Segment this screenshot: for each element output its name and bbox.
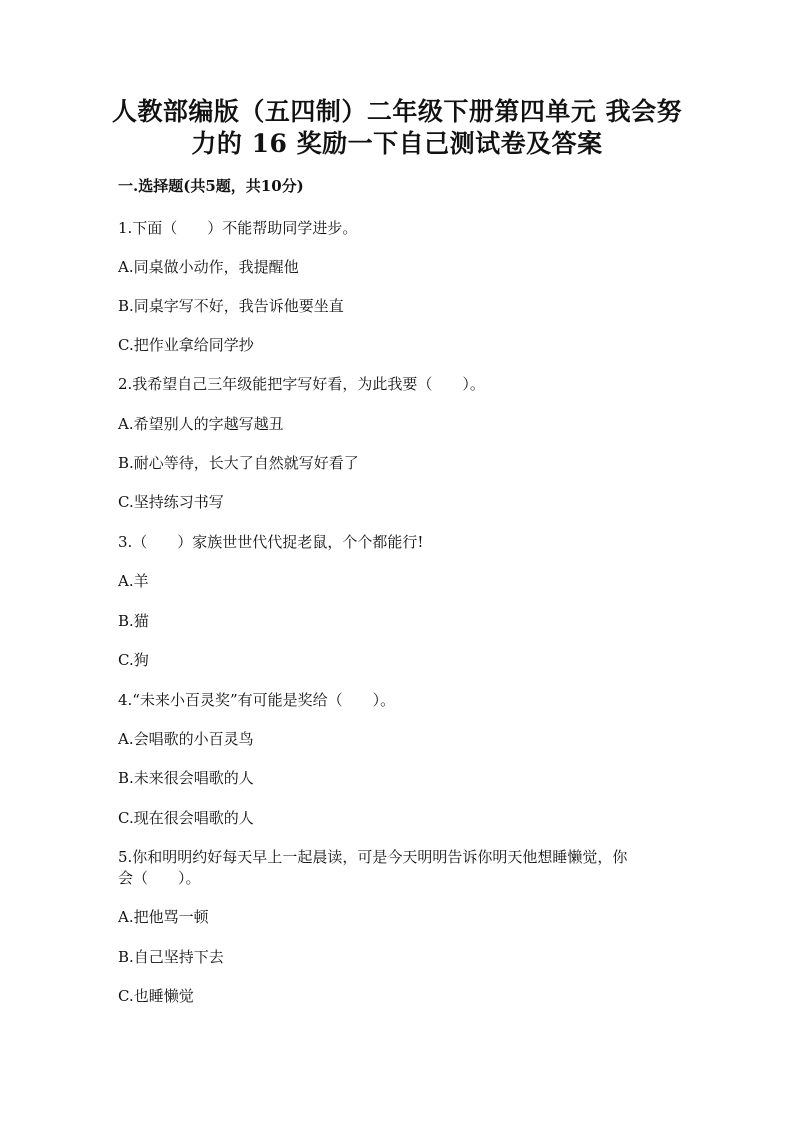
question-5-option-b: B.自己坚持下去	[118, 948, 224, 966]
question-4-stem: 4.“未来小百灵奖”有可能是奖给（ ）。	[118, 691, 396, 709]
question-2-stem: 2.我希望自己三年级能把字写好看，为此我要（ ）。	[118, 375, 485, 393]
document-title-line-2: 力的 16 奖励一下自己测试卷及答案	[191, 129, 603, 158]
question-3-option-b: B.猫	[118, 612, 149, 630]
question-1-option-b: B.同桌字写不好，我告诉他要坐直	[118, 297, 344, 315]
question-5-stem-line-2: 会（ ）。	[118, 869, 201, 887]
question-5-option-a: A.把他骂一顿	[118, 908, 209, 926]
question-4-option-b: B.未来很会唱歌的人	[118, 769, 254, 787]
question-3-option-c: C.狗	[118, 651, 149, 669]
question-3-stem: 3.（ ）家族世世代代捉老鼠，个个都能行!	[118, 533, 424, 551]
question-1-option-a: A.同桌做小动作，我提醒他	[118, 258, 299, 276]
question-5-option-c: C.也睡懒觉	[118, 987, 194, 1005]
question-1-option-c: C.把作业拿给同学抄	[118, 336, 254, 354]
question-5-stem-line-1: 5.你和明明约好每天早上一起晨读，可是今天明明告诉你明天他想睡懒觉，你	[118, 848, 628, 866]
question-2-option-c: C.坚持练习书写	[118, 493, 224, 511]
question-4-option-a: A.会唱歌的小百灵鸟	[118, 730, 254, 748]
question-3-option-a: A.羊	[118, 572, 149, 590]
section-heading: 一.选择题(共5题，共10分)	[118, 177, 304, 195]
document-title-line-1: 人教部编版（五四制）二年级下册第四单元 我会努	[111, 97, 683, 126]
question-1-stem: 1.下面（ ）不能帮助同学进步。	[118, 219, 358, 237]
question-4-option-c: C.现在很会唱歌的人	[118, 809, 254, 827]
question-2-option-a: A.希望别人的字越写越丑	[118, 415, 284, 433]
question-2-option-b: B.耐心等待，长大了自然就写好看了	[118, 454, 359, 472]
